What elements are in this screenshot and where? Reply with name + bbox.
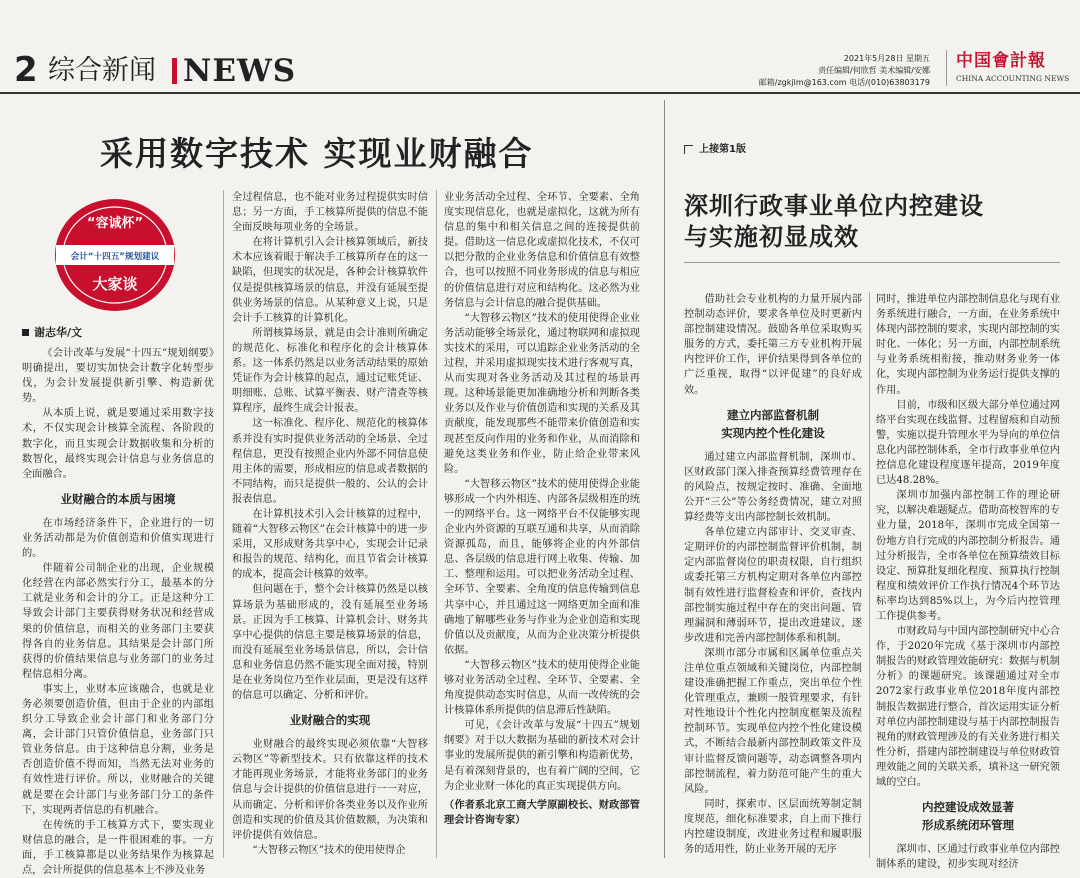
paragraph: 业财融合的最终实现必须依靠“大智移云物区”等新型技术。只有依靠这样的技术才能再现业务场景，才能将业务部门的业务信息与会计提供的价值信息进行一一对应，从而确定、分析和评价各类业务以及作业所创造和实现的价值及其价值数额，为决策和评价提供有效信息。: [232, 739, 428, 841]
article2-headline-line1: 深圳行政事业单位内控建设: [684, 191, 984, 220]
paragraph: 伴随着公司制企业的出现，企业规模化经营在内部必然实行分工，最基本的分工就是业务和会计的分工。正是这种分工导致会计部门主要获得财务状况和经营成果的价值信息，而相关的业务部门主要获得各自的业务信息。其结果是会计部门所获得的价值结果信息与业务部门的业务过程信息相分离。: [22, 563, 214, 680]
paragraph: “大智移云物区”技术的使用使得企: [252, 844, 406, 856]
paragraph: 深圳市部分市属和区属单位重点关注单位重点领域和关键岗位，内部控制建设准确把握工作重点，突出单位个性化管理重点，兼顾一般管理要求，有针对性地设计个性化内控制度框架及流程控制环节。实现单位内控个性化建设模式，不断结合最新内部控制政策文件及审计监督反馈问题等，动态调整各项内部控制流程，着力防范可能产生的重大风险。: [684, 647, 862, 795]
article1-column-1: [22, 346, 214, 876]
section-divider-bar: [172, 58, 177, 84]
paragraph: 事实上，业财本应该融合，也就是业务必须要创造价值，但由于企业的内部组织分工导致企业会计部门和业务部门分离，会计部门只管价值信息，业务部门只管业务信息。由于这种信息分割，业务是否创造价值不得而知，当然无法对业务的有效性进行评价。所以，业财融合的关键就是要在会计部门与业务部门分工的条件下，实现两者信息的有机融合。: [22, 683, 214, 816]
paragraph: “大智移云物区”技术的使用使得企业能够对业务活动全过程、全环节、全要素、全角度提供动态实时信息，从而一改传统的会计核算体系所提供的信息滞后性缺陷。: [444, 659, 640, 717]
paragraph: 在市场经济条件下，企业进行的一切业务活动都是为价值创造和价值实现进行的。: [22, 517, 214, 560]
article2-headline: [684, 190, 984, 252]
page-number: 2: [14, 50, 38, 90]
continued-from-page: [684, 140, 746, 155]
contact-info: 邮箱/zgkjlm@163.com 电话/(010)63803179: [758, 78, 930, 87]
header-rule: [0, 92, 1080, 94]
article2-title-rule: [684, 262, 1060, 263]
header-meta: [759, 53, 930, 89]
paragraph: 借助社会专业机构的力量开展内部控制动态评价，要求各单位及时更新内部控制建设情况。鼓励各单位采取购买服务的方式，委托第三方专业机构开展内控评价工作，评价结果得到各单位的广泛重视，取得“以评促建”的良好成效。: [684, 294, 862, 396]
emblem-line3: 大家谈: [92, 275, 138, 293]
newspaper-logo: 中国會計報: [956, 51, 1046, 71]
corner-mark-icon: [684, 145, 693, 154]
column-rule: [869, 292, 870, 858]
paragraph: 深圳市加强内部控制工作的理论研究，以解决难题疑点。借助高校智库的专业力量，2018年，深圳市完成全国第一份地方自行完成的内部控制分析报告。通过分析报告，全市各单位在预算绩效目标设定、预算批复细化程度、预算执行控制程度和绩效评价工作执行情况4个环节达标率均达到85%以上，为今后内控管理工作提供参考。: [876, 490, 1060, 622]
paragraph: 所谓核算场景，就是由会计准则所确定的规范化、标准化和程序化的会计核算体系。这一体系仍然是以业务活动结果的原始凭证作为会计核算的起点，通过记账凭证、明细账、总账、试算平衡表、财产清查等核算程序，最终生成会计报表。: [232, 327, 428, 415]
paragraph: 《会计改革与发展“十四五”规划纲要》明确提出，要切实加快会计数字化转型步伐，为会计发展提供新引擎、构造新优势。: [22, 348, 214, 405]
paragraph: 在计算机技术引入会计核算的过程中，随着“大智移云物区”在会计核算中的进一步采用，又形成财务共享中心，实现会计记录和报告的规范、结构化，而且节省会计核算的成本，提高会计核算的效率。: [232, 508, 428, 581]
article-headline: 采用数字技术 实现业财融合: [100, 134, 534, 173]
paragraph: 可见，《会计改革与发展“十四五”规划纲要》对于以大数据为基础的新技术对会计事业的发展所提供的新引擎和构造新优势，是有着深刻背景的，也有着广阔的空间，它为企业业财一体化的真正实现提供方向。: [444, 720, 640, 792]
paragraph: 这一标准化、程序化、规范化的核算体系并没有实时提供业务活动的全场景、全过程信息，更没有按照企业内外部不同信息使用主体的需要，形成相应的信息或者数据的不同结构，而只是提供一般的、公认的会计报表信息。: [232, 418, 428, 505]
byline-author: 谢志华/文: [34, 326, 83, 339]
paragraph: 业业务活动全过程、全环节、全要素、全角度实现信息化，也就是虚拟化，这就为所有信息的集中和相关信息之间的连接提供前提。借助这一信息化或虚拟化技术，不仅可以把分散的企业业务信息和价值信息有效整合，也可以按照不同业务形成的信息与相应的价值信息进行对应和结构化。这必然为业务信息与会计信息的融合提供基础。: [444, 192, 640, 309]
paragraph: 从本质上说，就是要通过采用数字技术，不仅实现会计核算全流程、各阶段的数字化，而且实现会计数据收集和分析的数智化，最终实现会计信息与业务信息的全面融合。: [22, 408, 214, 480]
paragraph: 各单位建立内部审计、交叉审查、定期评价的内部控制监督评价机制，制定内部监督岗位的职责权限，自行组织或委托第三方机构定期对各单位内部控制有效性进行监督检查和评价，查找内部控制实施过程中存在的突出问题、管理漏洞和薄弱环节，提出改进建议，逐步改进和完善内部控制体系和机制。: [684, 527, 862, 644]
subheading: 建立内部监督机制 实现内控个性化建设: [721, 407, 825, 440]
column-rule: [436, 190, 437, 858]
article1-column-3: [444, 190, 640, 858]
paragraph: 市财政局与中国内部控制研究中心合作，于2020年完成《基于深圳市内部控制报告的财政管理效能研究：数据与机制分析》的课题研究。该课题通过对全市2072家行政事业单位2018年度内部控制报告数据进行整合，首次运用实证分析对单位内部控制建设与基于内部控制报告视角的财政管理涉及的有关业务进行相关性分析，搭建内部控制建设与单位财政管理效能之间的关联关系，填补这一研究领域的空白。: [876, 626, 1060, 788]
paragraph: “大智移云物区”技术的使用使得企业业务活动能够全场景化，通过物联网和虚拟现实技术的采用，可以追踪企业业务活动的全过程，并采用虚拟现实技术进行客观写真，从而实现对各业务活动及其过程的场景再现。这种场景能更加准确地分析和判断各类业务以及作业与价值创造和实现的关系及其贡献度，能发现那些不能带来价值创造和实现甚至反向作用的业务和作业，从而消除和避免这类业务和作业，防止给企业带来风险。: [444, 312, 640, 475]
emblem-line2: 会计“十四五”规划建议: [70, 252, 160, 262]
paragraph: 目前，市级和区级大部分单位通过网络平台实现在线监督、过程留痕和自动预警，实施以提升管理水平为导向的单位信息化内部控制体系，全市行政事业单位内控信息化建设程度逐年提高，2019年度已达48.28%。: [876, 399, 1060, 487]
subheading: 业财融合的实现: [289, 713, 371, 728]
paragraph: 通过建立内部监督机制，深圳市、区财政部门深入排查预算经费管理存在的风险点，按规定按时、准确、全面地公开“三公”等公务经费情况，建立对照算经费等支出内部控制长效机制。: [684, 451, 862, 524]
article2-headline-line2: 与实施初显成效: [684, 222, 859, 251]
paragraph: 在传统的手工核算方式下，要实现业财信息的融合，是一件很困难的事。一方面，手工核算都是以业务结果作为核算起点，会计所提供的信息基本上不涉及业务: [22, 819, 214, 876]
paragraph: 同时，推进单位内部控制信息化与现有业务系统进行融合，一方面，在业务系统中体现内部控制的要求，实现内部控制的实时化、一体化；另一方面，内部控制系统与业务系统相衔接，推动财务业务一体化，实现内部控制为业务运行提供支撑的作用。: [876, 294, 1060, 396]
paragraph: 但问题在于，整个会计核算仍然是以核算场景为基础形成的，没有延展至业务场景。正因为手工核算、计算机会计、财务共享中心提供的信息主要是核算场景的信息，而没有延展至业务场景信息，所以，会计信息和业务信息仍然不能实现全面对接，特别是在业务岗位乃至作业层面，更是没有这样的信息可以确定、分析和评价。: [232, 584, 428, 702]
article2-column-1: [684, 292, 862, 858]
author-note: （作者系北京工商大学原副校长、财政部管理会计咨询专家）: [444, 799, 640, 826]
paragraph: 在将计算机引入会计核算领域后，新技术本应该着眼于解决手工核算所存在的这一缺陷，但现实的状况是，各种会计核算软件仅是提供核算场景的信息，并没有延展至提供业务场景的信息。从某种意义上说，只是会计手工核算的计算机化。: [232, 237, 428, 324]
subheading: 内控建设成效显著 形成系统闭环管理: [922, 800, 1014, 833]
header-logo-divider: [946, 50, 947, 86]
paragraph: 深圳市、区通过行政事业单位内部控制体系的建设，初步实现对经济: [876, 844, 1060, 871]
campaign-emblem: [52, 195, 178, 315]
byline: [22, 324, 82, 340]
paragraph: 同时，探索市、区层面统筹制定制度规范，细化标准要求，自上而下推行内控建设制度，改进业务过程和履职服务的适用性，防止业务开展的无序: [684, 798, 862, 856]
editors: 责任编辑/何欣哲 美术编辑/安娜: [818, 66, 930, 75]
paragraph: 全过程信息，也不能对业务过程提供实时信息；另一方面，手工核算所提供的信息不能全面反映每项业务的全场景。: [232, 192, 428, 234]
continued-label: 上接第1版: [699, 144, 746, 155]
newspaper-logo-en: CHINA ACCOUNTING NEWS: [956, 74, 1070, 83]
paragraph: “大智移云物区”技术的使用使得企业能够形成一个内外相连、内部各层级相连的统一的网络平台。这一网络平台不仅能够实现企业内外资源的互联互通和共享，从而消除资源孤岛，而且，能够将企业的内外部信息、各层级的信息进行网上收集、传输、加工、整理和运用。可以把业务活动全过程、全环节、全要素、全角度的信息传输到信息共享中心，并且通过这一网络更加全面和准确地了解哪些业务与作业为企业创造和实现价值以及贡献度，从而为企业决策分析提供依据。: [444, 478, 640, 656]
article2-column-2: [876, 292, 1060, 871]
issue-date: 2021年5月28日 星期五: [843, 54, 930, 63]
section-title: 综合新闻: [48, 55, 156, 86]
byline-square-icon: [22, 329, 29, 336]
emblem-line1: “容诚杯”: [86, 216, 144, 231]
article-divider: [664, 100, 665, 858]
article1-column-2: [232, 190, 428, 858]
section-title-en: NEWS: [183, 53, 297, 89]
column-rule: [223, 190, 224, 858]
subheading: 业财融合的本质与困境: [60, 491, 176, 506]
